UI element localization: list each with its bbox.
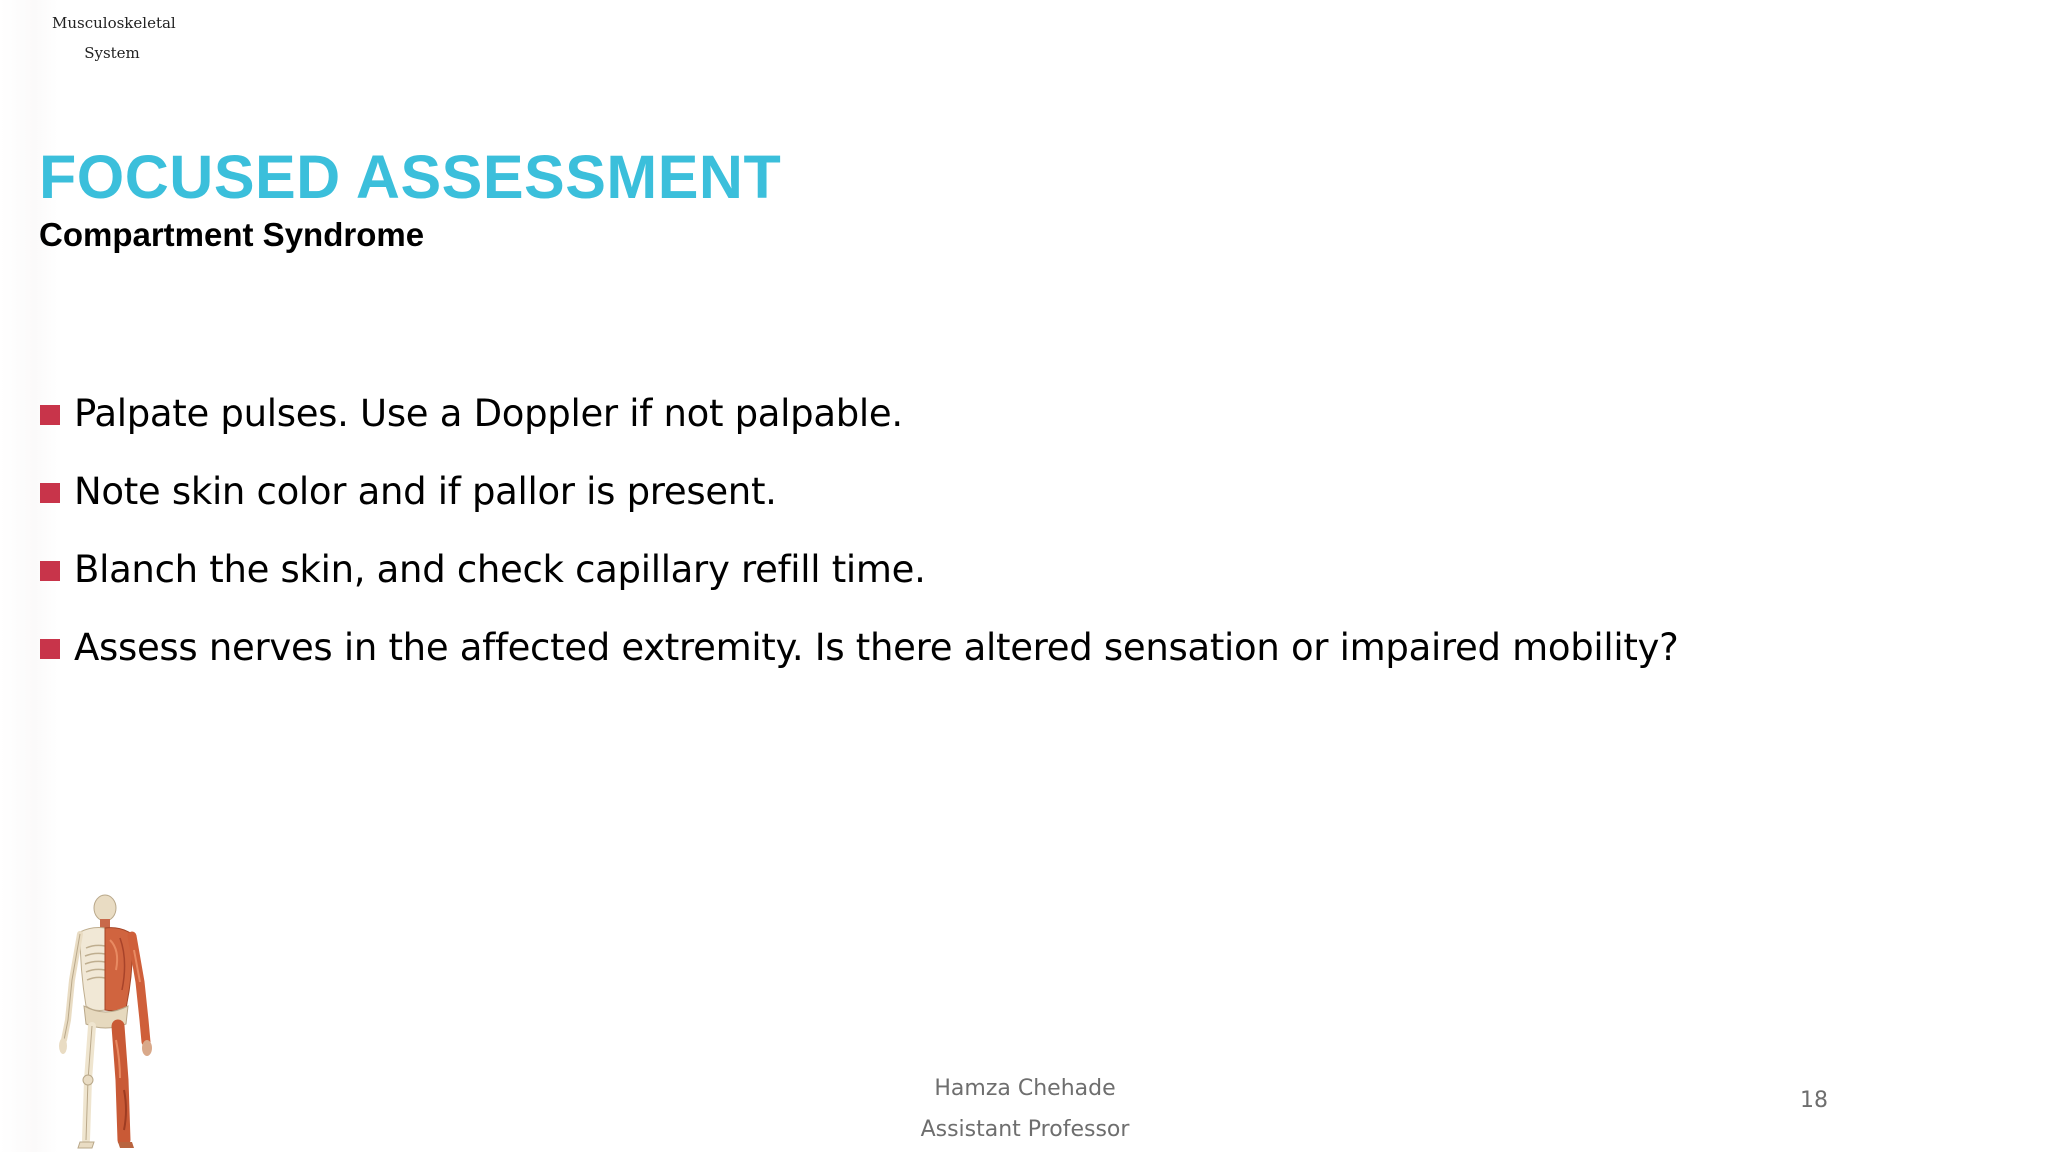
- slide-subtitle: Compartment Syndrome: [39, 216, 425, 253]
- skeleton-muscle-figure-icon: [50, 890, 160, 1152]
- bullet-text: Assess nerves in the affected extremity. Is there altered sensation or impaired mobility?: [74, 625, 1679, 669]
- header-label: [52, 8, 176, 68]
- page-number: 18: [1800, 1088, 1828, 1113]
- square-bullet-icon: [40, 483, 60, 503]
- bullet-text: Blanch the skin, and check capillary refill time.: [74, 547, 926, 591]
- bullet-item: [40, 452, 1678, 530]
- square-bullet-icon: [40, 639, 60, 659]
- square-bullet-icon: [40, 405, 60, 425]
- square-bullet-icon: [40, 561, 60, 581]
- bullet-item: [40, 530, 1678, 608]
- author-name: Hamza Chehade: [934, 1076, 1116, 1101]
- bullet-item: [40, 608, 1678, 686]
- footer-author: [880, 1068, 1170, 1150]
- bullet-text: Note skin color and if pallor is present.: [74, 469, 777, 513]
- bullet-item: [40, 374, 1678, 452]
- bullet-list: [40, 374, 1678, 686]
- slide-title: FOCUSED ASSESSMENT: [39, 143, 782, 211]
- header-line-1: Musculoskeletal: [52, 14, 176, 32]
- author-title: Assistant Professor: [920, 1117, 1130, 1142]
- bullet-text: Palpate pulses. Use a Doppler if not palpable.: [74, 391, 903, 435]
- header-line-2: System: [84, 44, 140, 62]
